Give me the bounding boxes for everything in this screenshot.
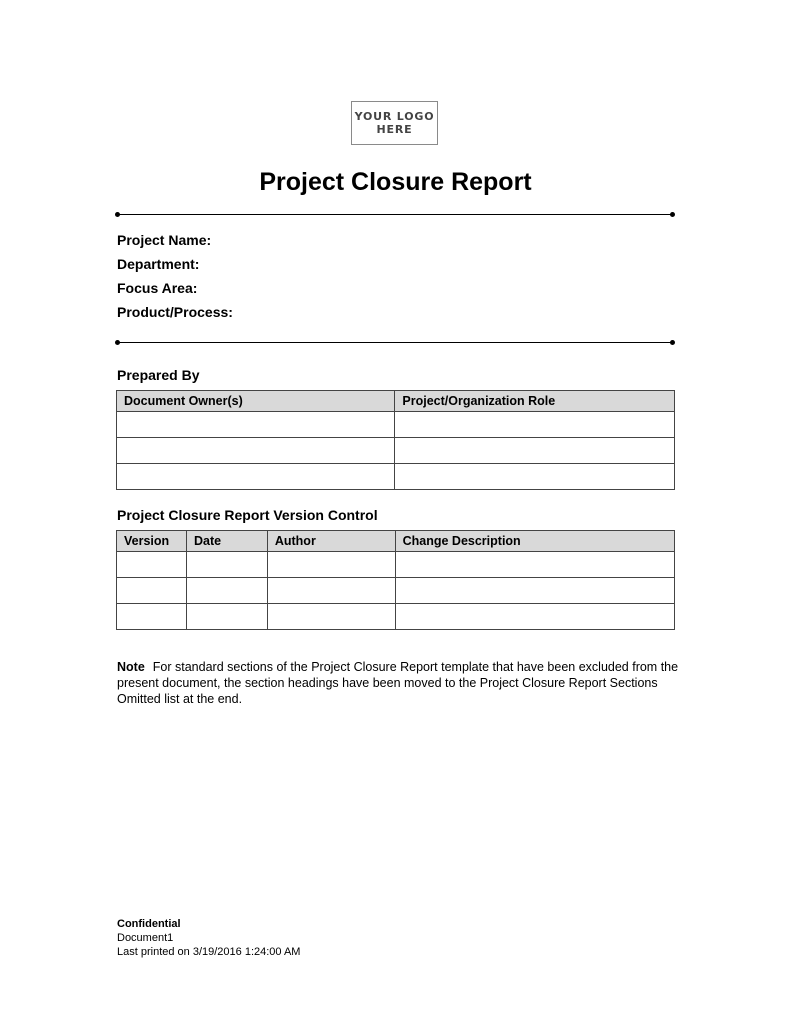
divider-top [117,214,673,215]
table-cell[interactable] [267,604,395,630]
logo-line-2: HERE [376,123,413,136]
table-cell[interactable] [186,578,267,604]
table-header-row [117,531,675,552]
column-header: Document Owner(s) [117,391,395,412]
table-cell[interactable] [395,412,675,438]
field-project-name: Project Name: [117,232,212,248]
field-department: Department: [117,256,200,272]
table-cell[interactable] [186,604,267,630]
document-title: Project Closure Report [259,168,532,196]
confidential-label: Confidential [117,918,181,930]
table-cell[interactable] [117,438,395,464]
last-printed: Last printed on 3/19/2016 1:24:00 AM [117,946,301,958]
logo-placeholder [351,101,438,145]
version-control-table [116,530,675,630]
table-row [117,578,675,604]
column-header: Change Description [395,531,674,552]
prepared-by-table [116,390,675,490]
table-cell[interactable] [117,412,395,438]
field-focus-area: Focus Area: [117,280,198,296]
table-row [117,412,675,438]
note-paragraph [117,659,687,707]
table-cell[interactable] [395,552,674,578]
table-header-row [117,391,675,412]
table-cell[interactable] [395,604,674,630]
column-header: Project/Organization Role [395,391,675,412]
table-cell[interactable] [267,578,395,604]
table-cell[interactable] [395,464,675,490]
document-name: Document1 [117,932,174,944]
table-cell[interactable] [117,552,187,578]
table-cell[interactable] [117,604,187,630]
logo-line-1: YOUR LOGO [354,110,435,123]
column-header: Version [117,531,187,552]
table-cell[interactable] [267,552,395,578]
table-cell[interactable] [117,464,395,490]
table-cell[interactable] [395,438,675,464]
table-row [117,438,675,464]
footer [117,917,300,959]
prepared-by-heading: Prepared By [117,367,200,383]
note-label: Note [117,660,145,674]
table-row [117,552,675,578]
divider-bottom [117,342,673,343]
column-header: Author [267,531,395,552]
table-row [117,604,675,630]
table-cell[interactable] [117,578,187,604]
table-row [117,464,675,490]
column-header: Date [186,531,267,552]
table-cell[interactable] [186,552,267,578]
version-control-heading: Project Closure Report Version Control [117,507,378,523]
field-product-process: Product/Process: [117,304,233,320]
table-cell[interactable] [395,578,674,604]
note-text: For standard sections of the Project Closure Report template that have been excluded from the present document, the section headings have been moved to the Project Closure Report Sections Omitted list at the end. [117,660,679,706]
